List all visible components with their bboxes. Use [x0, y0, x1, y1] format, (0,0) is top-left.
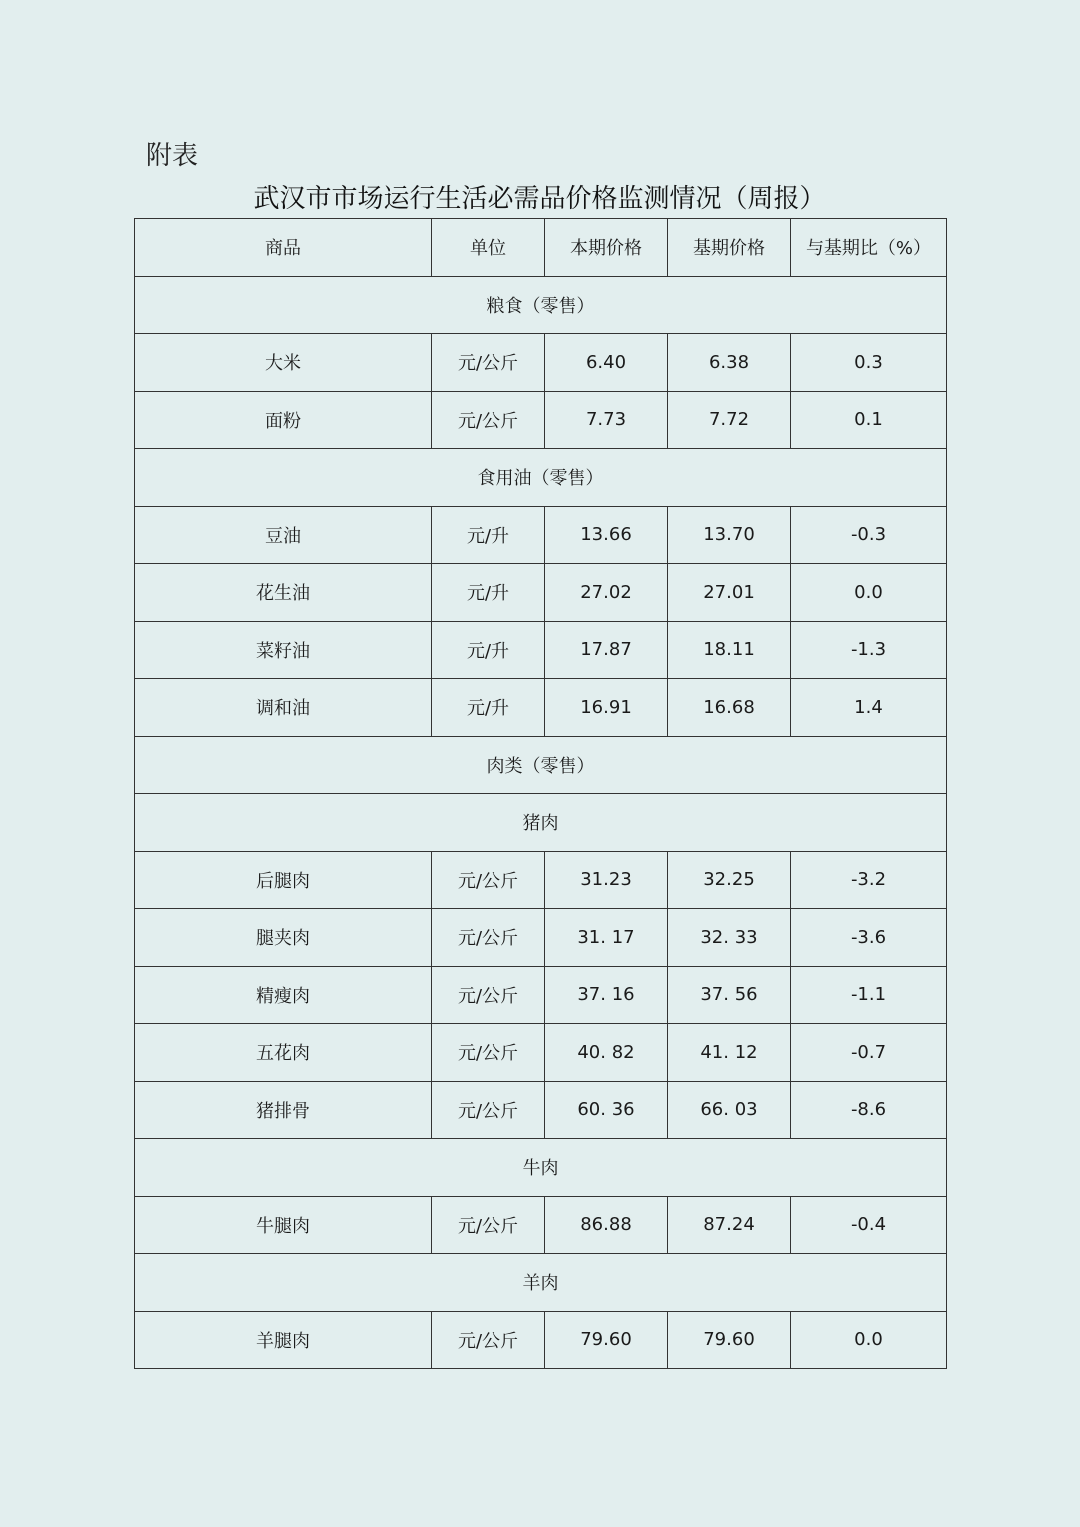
unit-cell: 元/升: [432, 679, 545, 737]
table-row: [135, 1196, 947, 1254]
unit-cell: 元/公斤: [432, 1196, 545, 1254]
current-price-cell: 31. 17: [545, 909, 668, 967]
change-ratio-cell: -1.3: [791, 621, 947, 679]
base-price-cell: 37. 56: [668, 966, 791, 1024]
commodity-name: 菜籽油: [135, 621, 432, 679]
current-price-cell: 27.02: [545, 564, 668, 622]
table-row: [135, 851, 947, 909]
commodity-name: 腿夹肉: [135, 909, 432, 967]
current-price-cell: 37. 16: [545, 966, 668, 1024]
unit-cell: 元/升: [432, 564, 545, 622]
change-ratio-cell: 0.0: [791, 564, 947, 622]
change-ratio-cell: 0.1: [791, 391, 947, 449]
section-label: 粮食（零售）: [135, 276, 947, 334]
appendix-label: 附表: [146, 141, 199, 171]
commodity-name: 精瘦肉: [135, 966, 432, 1024]
current-price-cell: 31.23: [545, 851, 668, 909]
section-row: [135, 276, 947, 334]
commodity-name: 面粉: [135, 391, 432, 449]
table-row: [135, 966, 947, 1024]
commodity-name: 豆油: [135, 506, 432, 564]
document-title: 武汉市市场运行生活必需品价格监测情况（周报）: [253, 184, 826, 214]
base-price-cell: 16.68: [668, 679, 791, 737]
commodity-name: 后腿肉: [135, 851, 432, 909]
commodity-name: 牛腿肉: [135, 1196, 432, 1254]
header-unit: 单位: [432, 219, 545, 277]
change-ratio-cell: 0.3: [791, 334, 947, 392]
base-price-cell: 41. 12: [668, 1024, 791, 1082]
unit-cell: 元/公斤: [432, 909, 545, 967]
unit-cell: 元/公斤: [432, 1311, 545, 1369]
commodity-name: 大米: [135, 334, 432, 392]
section-row: [135, 1139, 947, 1197]
unit-cell: 元/公斤: [432, 391, 545, 449]
base-price-cell: 13.70: [668, 506, 791, 564]
change-ratio-cell: -0.4: [791, 1196, 947, 1254]
change-ratio-cell: -0.7: [791, 1024, 947, 1082]
change-ratio-cell: -1.1: [791, 966, 947, 1024]
section-label: 羊肉: [135, 1254, 947, 1312]
change-ratio-cell: -3.2: [791, 851, 947, 909]
base-price-cell: 87.24: [668, 1196, 791, 1254]
commodity-name: 五花肉: [135, 1024, 432, 1082]
table-row: [135, 506, 947, 564]
table-row: [135, 1081, 947, 1139]
unit-cell: 元/升: [432, 506, 545, 564]
commodity-name: 猪排骨: [135, 1081, 432, 1139]
current-price-cell: 17.87: [545, 621, 668, 679]
header-current-price: 本期价格: [545, 219, 668, 277]
current-price-cell: 16.91: [545, 679, 668, 737]
commodity-name: 调和油: [135, 679, 432, 737]
current-price-cell: 6.40: [545, 334, 668, 392]
table-row: [135, 334, 947, 392]
header-commodity: 商品: [135, 219, 432, 277]
table-row: [135, 679, 947, 737]
unit-cell: 元/公斤: [432, 851, 545, 909]
base-price-cell: 79.60: [668, 1311, 791, 1369]
section-row: [135, 794, 947, 852]
base-price-cell: 7.72: [668, 391, 791, 449]
current-price-cell: 86.88: [545, 1196, 668, 1254]
table-header-row: [135, 219, 947, 277]
base-price-cell: 32.25: [668, 851, 791, 909]
table-row: [135, 1024, 947, 1082]
price-table: [134, 218, 947, 1369]
table-row: [135, 391, 947, 449]
base-price-cell: 6.38: [668, 334, 791, 392]
table-row: [135, 909, 947, 967]
change-ratio-cell: 0.0: [791, 1311, 947, 1369]
section-label: 食用油（零售）: [135, 449, 947, 507]
base-price-cell: 32. 33: [668, 909, 791, 967]
commodity-name: 羊腿肉: [135, 1311, 432, 1369]
header-change-ratio: 与基期比（%）: [791, 219, 947, 277]
unit-cell: 元/公斤: [432, 966, 545, 1024]
unit-cell: 元/公斤: [432, 334, 545, 392]
table-row: [135, 621, 947, 679]
commodity-name: 花生油: [135, 564, 432, 622]
current-price-cell: 7.73: [545, 391, 668, 449]
change-ratio-cell: -0.3: [791, 506, 947, 564]
change-ratio-cell: 1.4: [791, 679, 947, 737]
section-row: [135, 449, 947, 507]
table-row: [135, 1311, 947, 1369]
current-price-cell: 79.60: [545, 1311, 668, 1369]
change-ratio-cell: -3.6: [791, 909, 947, 967]
section-label: 猪肉: [135, 794, 947, 852]
base-price-cell: 18.11: [668, 621, 791, 679]
change-ratio-cell: -8.6: [791, 1081, 947, 1139]
current-price-cell: 60. 36: [545, 1081, 668, 1139]
table-row: [135, 564, 947, 622]
current-price-cell: 13.66: [545, 506, 668, 564]
header-base-price: 基期价格: [668, 219, 791, 277]
current-price-cell: 40. 82: [545, 1024, 668, 1082]
unit-cell: 元/升: [432, 621, 545, 679]
section-label: 牛肉: [135, 1139, 947, 1197]
base-price-cell: 66. 03: [668, 1081, 791, 1139]
section-label: 肉类（零售）: [135, 736, 947, 794]
unit-cell: 元/公斤: [432, 1024, 545, 1082]
section-row: [135, 736, 947, 794]
section-row: [135, 1254, 947, 1312]
unit-cell: 元/公斤: [432, 1081, 545, 1139]
base-price-cell: 27.01: [668, 564, 791, 622]
